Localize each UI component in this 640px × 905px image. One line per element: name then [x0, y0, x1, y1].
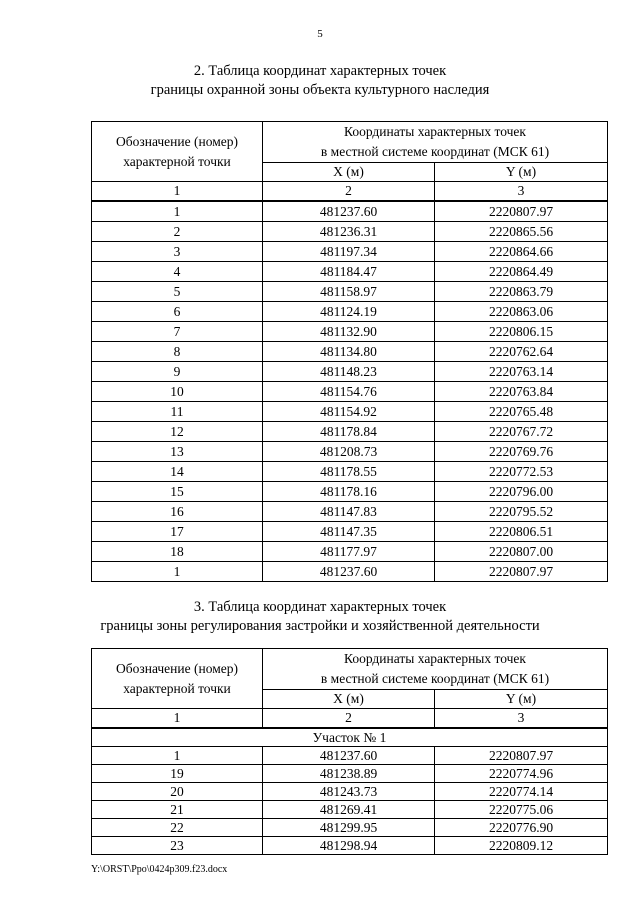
- x-cell: 481177.97: [263, 542, 435, 562]
- table2-x-header: X (м): [263, 690, 435, 709]
- table2-point-header-line1: Обозначение (номер): [116, 660, 238, 676]
- x-cell: 481132.90: [263, 322, 435, 342]
- table1-y-header: Y (м): [435, 163, 608, 182]
- table1-coords-header-line1: Координаты характерных точек: [344, 124, 526, 139]
- footer-file-path: Y:\ORST\Ppo\0424p309.f23.docx: [91, 864, 228, 875]
- table2-point-col-header: [92, 649, 263, 709]
- x-cell: 481238.89: [263, 765, 435, 783]
- x-cell: 481243.73: [263, 783, 435, 801]
- table-row: [92, 442, 608, 462]
- point-cell: 16: [92, 502, 263, 522]
- table-row: [92, 747, 608, 765]
- table2-coordinates: [91, 648, 608, 855]
- table-row: [92, 765, 608, 783]
- table-row: [92, 819, 608, 837]
- table2-point-header-line2: характерной точки: [123, 680, 231, 696]
- x-cell: 481178.84: [263, 422, 435, 442]
- table2-col-number-3: 3: [435, 709, 608, 729]
- point-cell: 3: [92, 242, 263, 262]
- point-cell: 15: [92, 482, 263, 502]
- y-cell: 2220776.90: [435, 819, 608, 837]
- x-cell: 481147.35: [263, 522, 435, 542]
- y-cell: 2220863.06: [435, 302, 608, 322]
- x-cell: 481178.55: [263, 462, 435, 482]
- x-cell: 481237.60: [263, 201, 435, 222]
- y-cell: 2220774.14: [435, 783, 608, 801]
- point-cell: 13: [92, 442, 263, 462]
- point-cell: 10: [92, 382, 263, 402]
- x-cell: 481134.80: [263, 342, 435, 362]
- point-cell: 1: [92, 747, 263, 765]
- table-row: [92, 362, 608, 382]
- x-cell: 481184.47: [263, 262, 435, 282]
- x-cell: 481178.16: [263, 482, 435, 502]
- point-cell: 23: [92, 837, 263, 855]
- table-row: [92, 222, 608, 242]
- y-cell: 2220762.64: [435, 342, 608, 362]
- y-cell: 2220807.97: [435, 562, 608, 582]
- y-cell: 2220769.76: [435, 442, 608, 462]
- y-cell: 2220864.49: [435, 262, 608, 282]
- x-cell: 481154.92: [263, 402, 435, 422]
- y-cell: 2220863.79: [435, 282, 608, 302]
- table-row: [92, 201, 608, 222]
- table1-point-header-line1: Обозначение (номер): [116, 133, 238, 149]
- x-cell: 481236.31: [263, 222, 435, 242]
- page-number: 5: [317, 28, 323, 40]
- table2-header-row: [92, 649, 608, 690]
- table1-col-number-1: 1: [92, 182, 263, 202]
- table2-caption-line1: 3. Таблица координат характерных точек: [193, 599, 447, 615]
- point-cell: 22: [92, 819, 263, 837]
- y-cell: 2220796.00: [435, 482, 608, 502]
- table-row: [92, 422, 608, 442]
- table2-col-number-1: 1: [92, 709, 263, 729]
- table-row: [92, 482, 608, 502]
- point-cell: 18: [92, 542, 263, 562]
- table2-caption: [0, 598, 640, 636]
- table-row: [92, 242, 608, 262]
- table2-col-number-2: 2: [263, 709, 435, 729]
- table-row: [92, 542, 608, 562]
- y-cell: 2220807.00: [435, 542, 608, 562]
- y-cell: 2220806.15: [435, 322, 608, 342]
- table1-caption-line2: границы охранной зоны объекта культурного наследия: [150, 82, 490, 98]
- y-cell: 2220864.66: [435, 242, 608, 262]
- x-cell: 481197.34: [263, 242, 435, 262]
- table-row: [92, 462, 608, 482]
- table1-point-col-header: [92, 122, 263, 182]
- point-cell: 7: [92, 322, 263, 342]
- point-cell: 9: [92, 362, 263, 382]
- x-cell: 481124.19: [263, 302, 435, 322]
- x-cell: 481237.60: [263, 562, 435, 582]
- point-cell: 14: [92, 462, 263, 482]
- table2-column-numbers-row: [92, 709, 608, 729]
- point-cell: 6: [92, 302, 263, 322]
- table2-section-row: [92, 728, 608, 747]
- table2-section-label: Участок № 1: [92, 728, 608, 747]
- table-row: [92, 837, 608, 855]
- table1-col-number-3: 3: [435, 182, 608, 202]
- point-cell: 8: [92, 342, 263, 362]
- x-cell: 481299.95: [263, 819, 435, 837]
- table2-coords-header-line2: в местной системе координат (МСК 61): [320, 671, 550, 686]
- point-cell: 19: [92, 765, 263, 783]
- table-row: [92, 262, 608, 282]
- table-row: [92, 801, 608, 819]
- point-cell: 2: [92, 222, 263, 242]
- x-cell: 481298.94: [263, 837, 435, 855]
- table-row: [92, 783, 608, 801]
- table1-x-header: X (м): [263, 163, 435, 182]
- table1-coordinates: [91, 121, 608, 582]
- y-cell: 2220809.12: [435, 837, 608, 855]
- table-row: [92, 342, 608, 362]
- point-cell: 4: [92, 262, 263, 282]
- table-row: [92, 382, 608, 402]
- table1-column-numbers-row: [92, 182, 608, 202]
- table-row: [92, 402, 608, 422]
- x-cell: 481148.23: [263, 362, 435, 382]
- y-cell: 2220772.53: [435, 462, 608, 482]
- point-cell: 21: [92, 801, 263, 819]
- table2-caption-line2: границы зоны регулирования застройки и хозяйственной деятельности: [100, 618, 540, 634]
- y-cell: 2220767.72: [435, 422, 608, 442]
- table1-point-header-line2: характерной точки: [123, 153, 231, 169]
- x-cell: 481158.97: [263, 282, 435, 302]
- point-cell: 12: [92, 422, 263, 442]
- table2-coords-header-line1: Координаты характерных точек: [344, 651, 526, 666]
- y-cell: 2220763.84: [435, 382, 608, 402]
- table-row: [92, 282, 608, 302]
- table-row: [92, 322, 608, 342]
- point-cell: 11: [92, 402, 263, 422]
- point-cell: 1: [92, 562, 263, 582]
- table1-header-row: [92, 122, 608, 163]
- y-cell: 2220765.48: [435, 402, 608, 422]
- table1-caption-line1: 2. Таблица координат характерных точек: [193, 63, 447, 79]
- y-cell: 2220763.14: [435, 362, 608, 382]
- x-cell: 481154.76: [263, 382, 435, 402]
- table2-coords-header: [263, 649, 608, 690]
- y-cell: 2220775.06: [435, 801, 608, 819]
- y-cell: 2220795.52: [435, 502, 608, 522]
- x-cell: 481208.73: [263, 442, 435, 462]
- point-cell: 1: [92, 201, 263, 222]
- y-cell: 2220807.97: [435, 201, 608, 222]
- table1-caption: [0, 62, 640, 100]
- table-row: [92, 562, 608, 582]
- table1-coords-header-line2: в местной системе координат (МСК 61): [320, 144, 550, 159]
- table-row: [92, 522, 608, 542]
- table1-col-number-2: 2: [263, 182, 435, 202]
- point-cell: 5: [92, 282, 263, 302]
- y-cell: 2220807.97: [435, 747, 608, 765]
- y-cell: 2220774.96: [435, 765, 608, 783]
- table-row: [92, 502, 608, 522]
- y-cell: 2220806.51: [435, 522, 608, 542]
- x-cell: 481269.41: [263, 801, 435, 819]
- table-row: [92, 302, 608, 322]
- y-cell: 2220865.56: [435, 222, 608, 242]
- point-cell: 17: [92, 522, 263, 542]
- x-cell: 481237.60: [263, 747, 435, 765]
- point-cell: 20: [92, 783, 263, 801]
- x-cell: 481147.83: [263, 502, 435, 522]
- table2-y-header: Y (м): [435, 690, 608, 709]
- table1-coords-header: [263, 122, 608, 163]
